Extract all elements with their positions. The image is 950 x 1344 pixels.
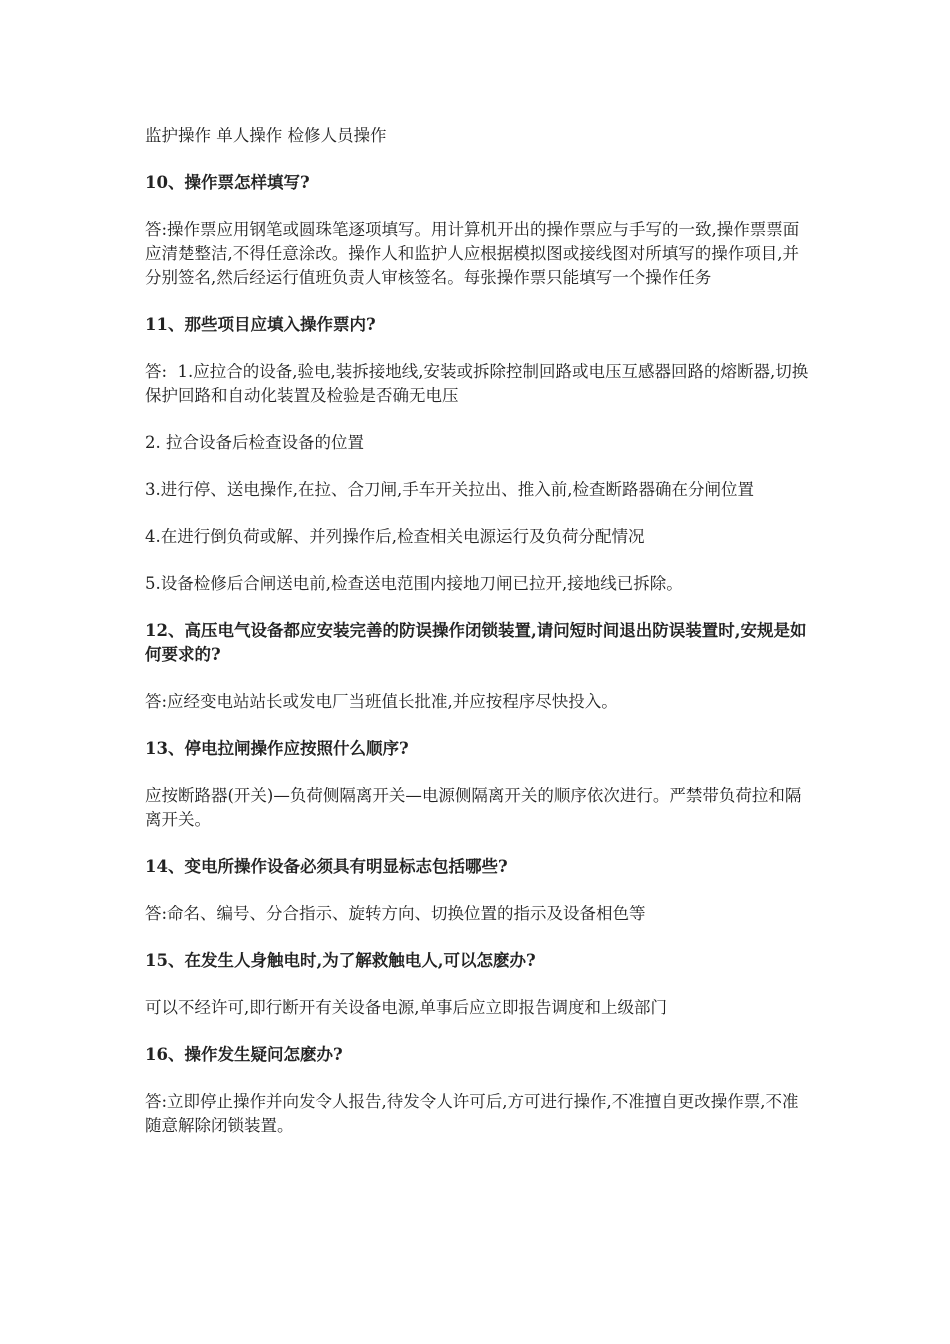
answer-12: 答:应经变电站站长或发电厂当班值长批准,并应按程序尽快投入。 [145,692,618,711]
question-16: 16、操作发生疑问怎麽办? [145,1045,343,1064]
answer-16: 答:立即停止操作并向发令人报告,待发令人许可后,方可进行操作,不准擅自更改操作票,不准随意解除闭锁装置。 [145,1092,799,1135]
answer-14: 答:命名、编号、分合指示、旋转方向、切换位置的指示及设备相色等 [145,904,646,923]
answer-15: 可以不经许可,即行断开有关设备电源,单事后应立即报告调度和上级部门 [145,998,667,1017]
answer-11-item-1: 答: 1.应拉合的设备,验电,装拆接地线,安装或拆除控制回路或电压互感器回路的熔断器,切换保护回路和自动化装置及检验是否确无电压 [145,362,809,405]
answer-11-item-4: 4.在进行倒负荷或解、并列操作后,检查相关电源运行及负荷分配情况 [145,527,645,546]
question-10: 10、操作票怎样填写? [145,173,310,192]
answer-11-item-5: 5.设备检修后合闸送电前,检查送电范围内接地刀闸已拉开,接地线已拆除。 [145,574,683,593]
question-13: 13、停电拉闸操作应按照什么顺序? [145,739,409,758]
question-12: 12、高压电气设备都应安装完善的防误操作闭锁装置,请问短时间退出防误装置时,安规是如何要求的? [145,621,807,664]
answer-11-item-3: 3.进行停、送电操作,在拉、合刀闸,手车开关拉出、推入前,检查断路器确在分闸位置 [145,480,754,499]
question-11: 11、那些项目应填入操作票内? [145,315,376,334]
question-15: 15、在发生人身触电时,为了解救触电人,可以怎麽办? [145,951,536,970]
answer-11-item-2: 2. 拉合设备后检查设备的位置 [145,433,364,452]
question-14: 14、变电所操作设备必须具有明显标志包括哪些? [145,857,508,876]
document-page [145,124,810,1161]
answer-10: 答:操作票应用钢笔或圆珠笔逐项填写。用计算机开出的操作票应与手写的一致,操作票票面应清楚整洁,不得任意涂改。操作人和监护人应根据模拟图或接线图对所填写的操作项目,并分别签名,然后经运行值班负责人审核签名。每张操作票只能填写一个操作任务 [145,220,800,287]
answer-13: 应按断路器(开关)—负荷侧隔离开关—电源侧隔离开关的顺序依次进行。严禁带负荷拉和隔离开关。 [145,786,802,829]
intro-line: 监护操作 单人操作 检修人员操作 [145,126,387,145]
